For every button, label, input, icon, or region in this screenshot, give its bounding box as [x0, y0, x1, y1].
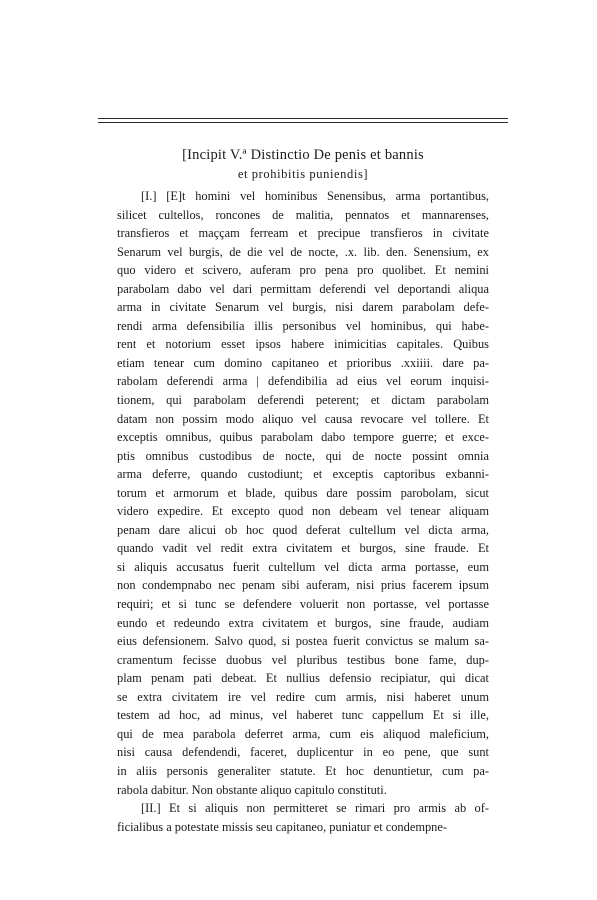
text-line: non condempnabo nec penam sibi auferam, nisi prius facerem ipsum — [117, 578, 489, 593]
text-line: arma in civitate Senarum vel burgis, nisi darem parabolam defe- — [117, 300, 489, 315]
text-line: rabola dabitur. Non obstante aliquo capitulo constituti. — [117, 782, 387, 797]
text-line: tionem, qui parabolam deferendi peterent; et dictam parabolam — [117, 393, 489, 408]
text-line: si aliquis accusatus fuerit cultellum vel dicta arma portasse, eum — [117, 559, 489, 574]
text-line: torum et armorum et blade, quibus dare possim parobolam, sicut — [117, 485, 489, 500]
text-line: [I.] [E]t homini vel hominibus Senensibus, arma portantibus, — [141, 189, 489, 203]
text-line: quo videro et scivero, auferam pro pena pro quolibet. Et nemini — [117, 263, 489, 278]
text-line: testem ad hoc, ad minus, vel haberet tunc cappellum Et si ille, — [117, 708, 489, 723]
text-line: quando vadit vel redit extra civitatem et burgos, sine fraude. Et — [117, 541, 489, 556]
text-line: silicet cultellos, roncones de malitia, pennatos et mannarenses, — [117, 207, 489, 222]
text-line: [II.] Et si aliquis non permitteret se rimari pro armis ab of- — [141, 801, 489, 816]
section-heading-line-1: [Incipit V.ª Distinctio De penis et bannis — [182, 147, 424, 163]
body-text — [117, 187, 489, 836]
text-line: arma deferre, quando custodiunt; et exceptis captoribus exbanni- — [117, 467, 489, 482]
text-line: transfieros et maççam ferream et precipue transfieros in civitate — [117, 226, 489, 241]
header-rule-bottom — [98, 122, 508, 123]
text-line: etiam tenear cum domino capitaneo et prioribus .xxiiii. dare pa- — [117, 355, 489, 370]
text-line: ptis omnibus custodibus de nocte, qui de nocte possint omnia — [117, 448, 489, 463]
text-line: eius defensionem. Salvo quod, si postea fuerit convictus se malum sa- — [117, 634, 489, 649]
text-line: rent et notorium esset ipsos habere inimicitias capitales. Quibus — [117, 337, 489, 352]
text-line: in aliis personis generaliter statute. Et hoc denuntietur, cum pa- — [117, 763, 489, 778]
text-line: ficialibus a potestate missis seu capitaneo, puniatur et condempne- — [117, 819, 447, 834]
text-line: parabolam dabo vel dari permittam deferendi vel deportandi aliqua — [117, 281, 489, 296]
text-line: se extra civitatem ire vel redire cum armis, nisi haberet unum — [117, 689, 489, 704]
section-heading-line-2: et prohibitis puniendis] — [237, 167, 369, 181]
text-line: nisi causa defendendi, faceret, duplicentur in eo pene, que sunt — [117, 745, 489, 760]
text-line: qui de mea parabola deferret arma, cum eis aliquod maleficium, — [117, 726, 489, 741]
text-line: exceptis omnibus, quibus parabolam dabo tempore guerre; et exce- — [117, 430, 489, 445]
text-line: plam penam pati debeat. Et nullius defensio recipiatur, qui dicat — [117, 671, 489, 686]
text-line: datam non possim modo aliquo vel causa revocare vel tollere. Et — [117, 411, 489, 426]
section-heading — [98, 146, 508, 184]
paragraph — [117, 799, 489, 836]
text-line: eundo et redeundo extra civitatem et burgos, sine fraude, audiam — [117, 615, 489, 630]
text-line: Senarum vel burgis, de die vel de nocte, .x. lib. den. Senensium, ex — [117, 244, 489, 259]
paragraph — [117, 187, 489, 799]
text-line: videro expedire. Et excepto quod non debeam vel tenear aliquam — [117, 504, 489, 519]
text-line: rendi arma defensibilia illis personibus vel hominibus, qui habe- — [117, 318, 489, 333]
text-line: rabolam deferendi arma | defendibilia ad eius vel eorum inquisi- — [117, 374, 489, 389]
text-line: requiri; et si tunc se defendere voluerit non portasse, vel portasse — [117, 597, 489, 612]
text-line: penam dare alicui ob hoc quod deferat cultellum vel dicta arma, — [117, 522, 489, 537]
header-rule-top — [98, 118, 508, 119]
text-line: cramentum fecisse duobus vel pluribus testibus bone fame, dup- — [117, 652, 489, 667]
